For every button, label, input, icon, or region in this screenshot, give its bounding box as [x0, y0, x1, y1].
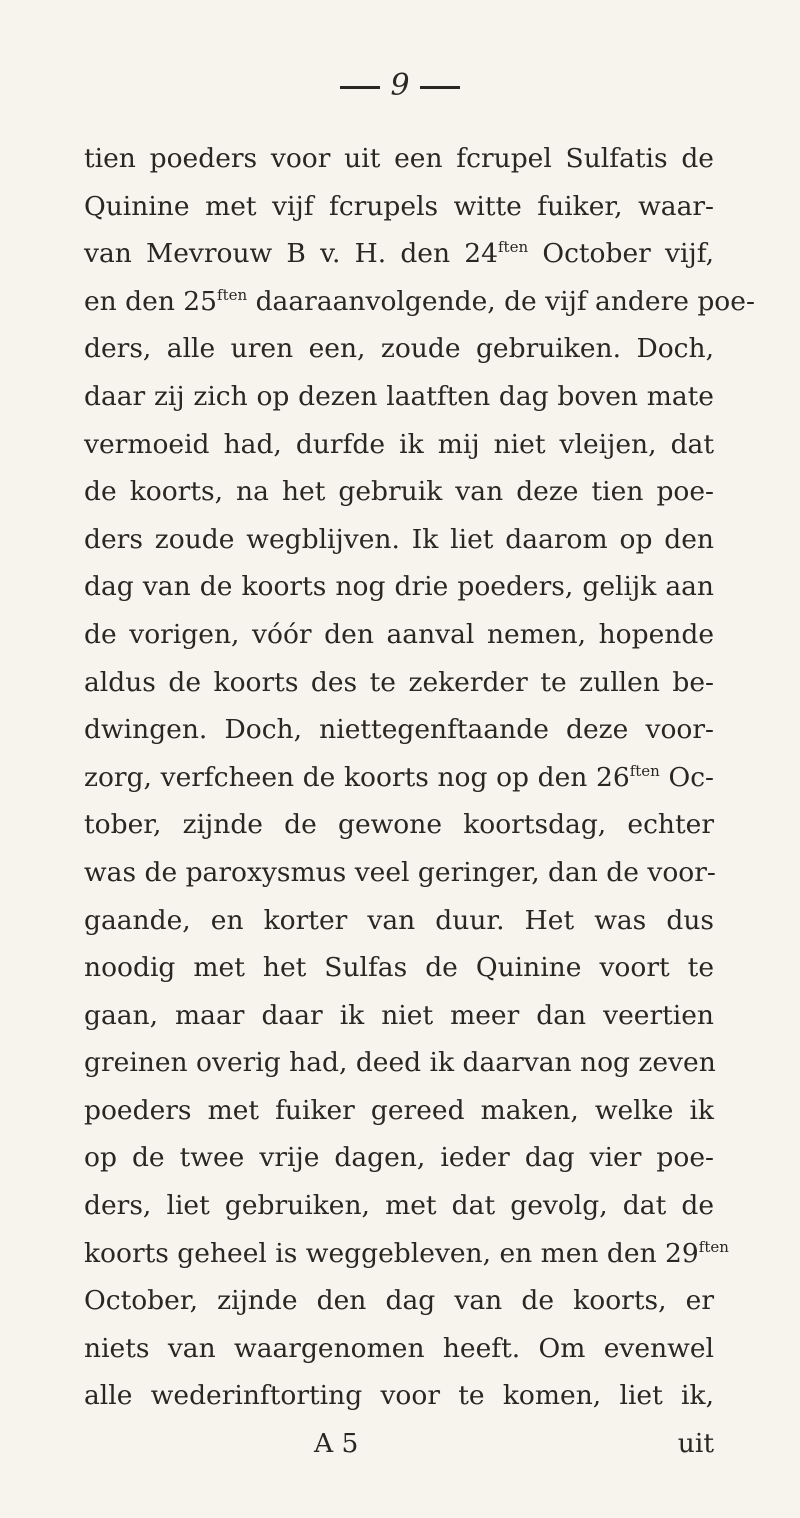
- text-line-start: zorg, verfcheen de koorts nog op den 26: [84, 761, 630, 793]
- superscript: ften: [498, 238, 529, 257]
- text-line: [84, 754, 714, 802]
- text-line: ders, liet gebruiken, met dat gevolg, dat de: [84, 1190, 714, 1222]
- text-line: daar zij zich op dezen laatften dag boven mate: [84, 380, 714, 412]
- text-line: greinen overig had, deed ik daarvan nog zeven: [84, 1047, 716, 1079]
- signature-mark: A 5: [314, 1428, 359, 1460]
- text-line-end: October vijf,: [542, 238, 714, 270]
- text-line: ders, alle uren een, zoude gebruiken. Doch,: [84, 333, 714, 365]
- text-line: alle wederinftorting voor te komen, liet ik,: [84, 1380, 714, 1412]
- text-line: October, zijnde den dag van de koorts, er: [84, 1285, 714, 1317]
- header-rule-left: [340, 86, 380, 89]
- body-text: [84, 135, 755, 1468]
- text-line: [84, 230, 714, 278]
- page-number: 9: [390, 68, 410, 103]
- superscript: ften: [629, 761, 660, 780]
- text-line: de koorts, na het gebruik van deze tien poe-: [84, 476, 714, 508]
- superscript: ften: [217, 285, 248, 304]
- text-line: was de paroxysmus veel geringer, dan de voor-: [84, 856, 716, 888]
- text-line: de vorigen, vóór den aanval nemen, hopende: [84, 618, 714, 650]
- text-line: ders zoude wegblijven. Ik liet daarom op den: [84, 523, 714, 555]
- text-line: op de twee vrije dagen, ieder dag vier poe-: [84, 1142, 714, 1174]
- text-line: poeders met fuiker gereed maken, welke ik: [84, 1094, 714, 1126]
- text-line: gaande, en korter van duur. Het was dus: [84, 904, 714, 936]
- text-line: noodig met het Sulfas de Quinine voort te: [84, 952, 714, 984]
- text-line: dag van de koorts nog drie poeders, gelijk aan: [84, 571, 714, 603]
- text-line: Quinine met vijf fcrupels witte fuiker, waar-: [84, 190, 714, 222]
- page-footer: [84, 1420, 714, 1468]
- text-line: vermoeid had, durfde ik mij niet vleijen, dat: [84, 428, 714, 460]
- text-line: gaan, maar daar ik niet meer dan veertien: [84, 999, 714, 1031]
- text-line-start: en den 25: [84, 285, 218, 317]
- text-line-start: koorts geheel is weggebleven, en men den 29: [84, 1237, 699, 1269]
- text-line: [84, 278, 755, 326]
- text-line-end: daaraanvolgende, de vijf andere poe-: [255, 285, 755, 317]
- text-line: niets van waargenomen heeft. Om evenwel: [84, 1332, 714, 1364]
- superscript: ften: [698, 1237, 729, 1256]
- text-line: tober, zijnde de gewone koortsdag, echter: [84, 809, 714, 841]
- text-line: dwingen. Doch, niettegenftaande deze voor-: [84, 714, 714, 746]
- text-line: aldus de koorts des te zekerder te zullen be-: [84, 666, 714, 698]
- catchword: uit: [677, 1428, 714, 1460]
- text-line: [84, 1230, 729, 1278]
- text-line: tien poeders voor uit een fcrupel Sulfatis de: [84, 143, 714, 174]
- page-header: [0, 68, 800, 103]
- text-line-end: Oc-: [668, 761, 714, 793]
- header-rule-right: [420, 86, 460, 89]
- text-line-start: van Mevrouw B v. H. den 24: [84, 238, 498, 270]
